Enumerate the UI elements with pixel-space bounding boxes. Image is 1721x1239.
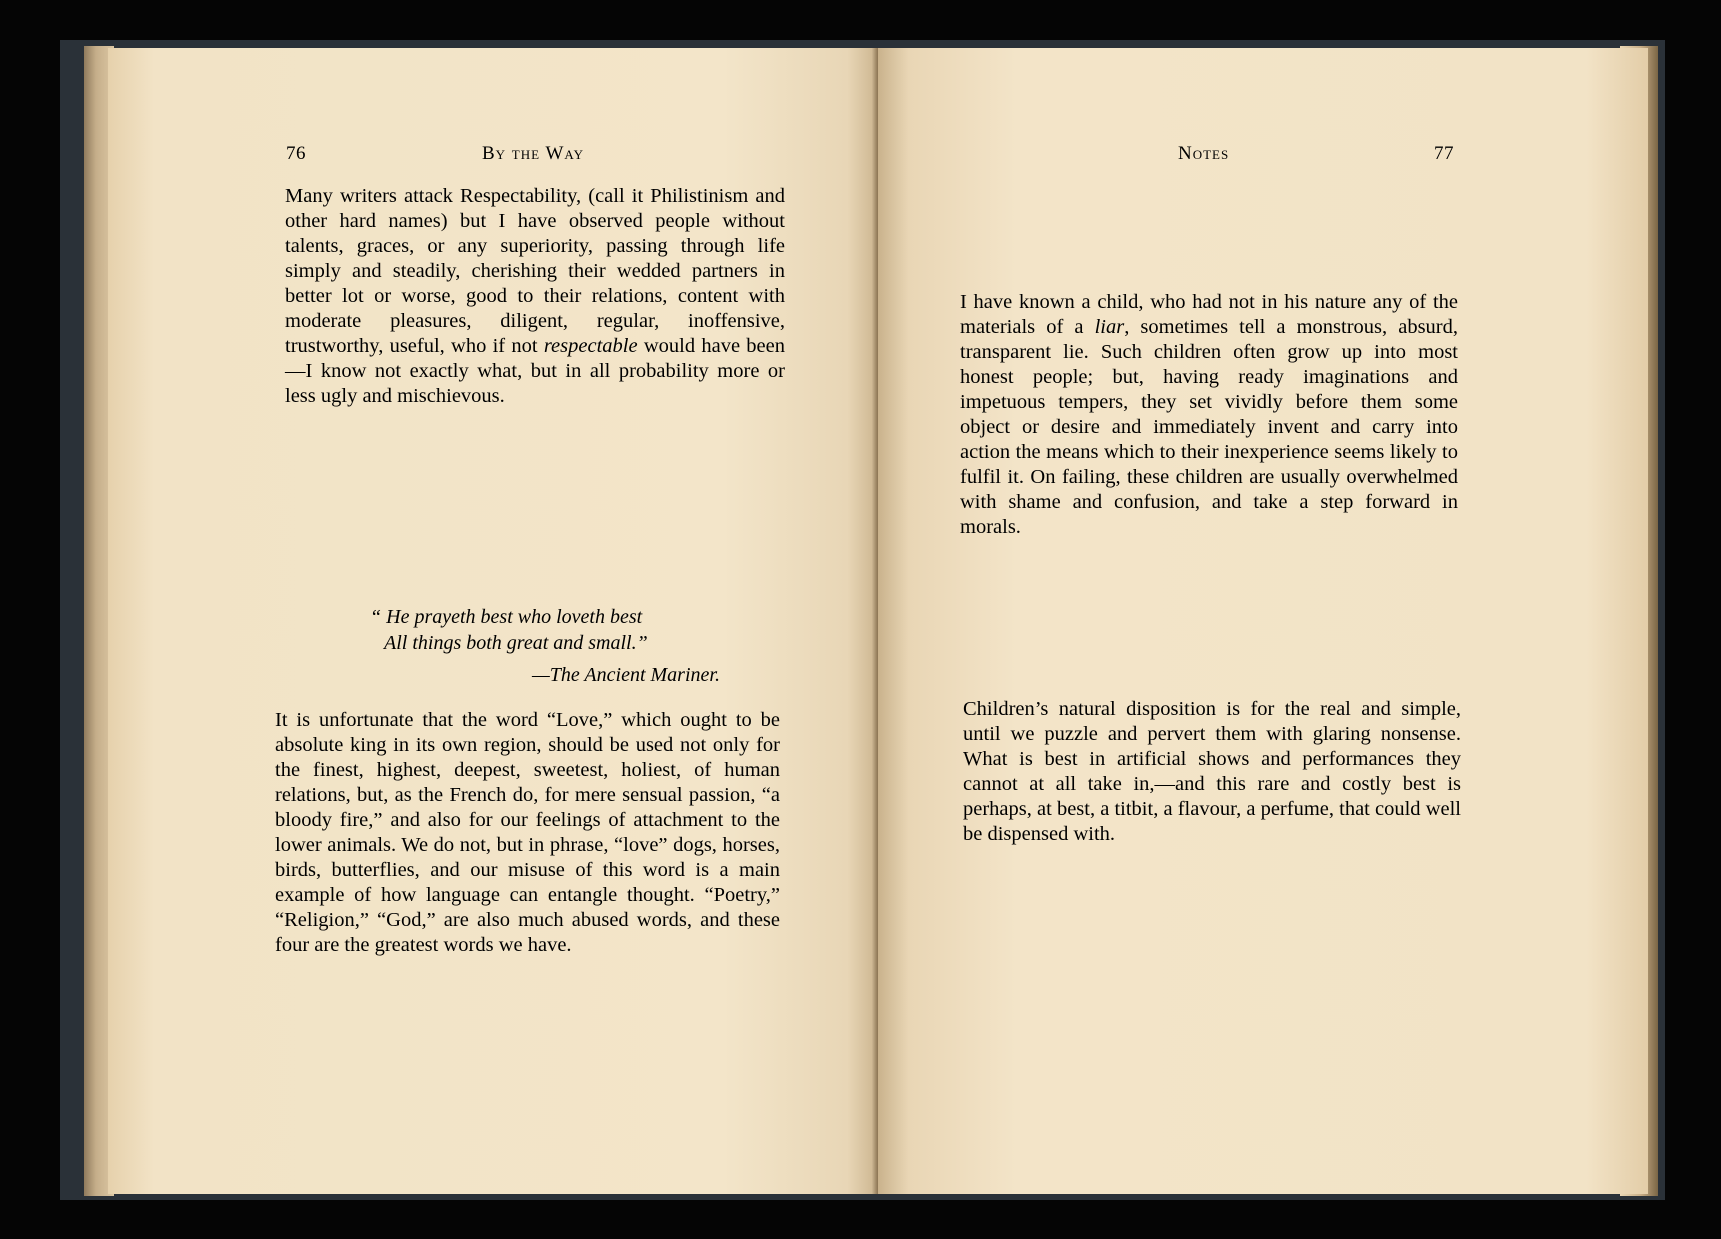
quote-line-1: “ He prayeth best who loveth best [370,606,643,628]
right-page [878,48,1648,1194]
left-paragraph-respectability [285,184,785,409]
left-running-head: By the Way [482,143,585,164]
italic-word: respectable [543,335,638,357]
paragraph-text: , sometimes tell a monstrous, absurd, transparent lie. Such children often grow up into most honest people; but, having ready imaginations and impetuous tempers, they set vividly before them some object or desire and immediately invent and carry into action the means which to their inexperience seems likely to fulfil it. On failing, these children are usually overwhelmed with shame and confusion, and take a step forward in morals. [960,316,1459,538]
quote-line-2: All things both great and small.” [384,632,648,654]
left-paragraph-love: It is unfortunate that the word “Love,” which ought to be absolute king in its own region, should be used not only for the finest, highest, deepest, sweetest, holiest, of human relations, but, as the French do, for mere sensual passion, “a bloody fire,” and also for our feelings of attachment to the lower animals. We do not, but in phrase, “love” dogs, horses, birds, butterflies, and our misuse of this word is a main example of how language can entangle thought. “Poetry,” “Religion,” “God,” are also much abused words, and these four are the greatest words we have. [275,709,780,956]
quote-attribution: —The Ancient Mariner. [532,664,720,686]
right-paragraph-children: Children’s natural disposition is for the real and simple, until we puzzle and pervert them with glaring nonsense. What is best in artificial shows and performances they cannot at all take in,—and this rare and costly best is perhaps, at best, a titbit, a flavour, a perfume, that could well be dispensed with. [963,698,1461,845]
paragraph-text: would have been—I know not exactly what, but in all probability more or less ugly and mischievous. [285,335,785,407]
paragraph-text: I have known a child, who had not in his nature any of the materials of a [960,291,1458,338]
paragraph-text: Many writers attack Respectability, (call it Philistinism and other hard names) but I have observed people without talents, graces, or any superiority, passing through life simply and steadily, cherishing their wedded partners in better lot or worse, good to their relations, content with moderate pleasures, diligent, regular, inoffensive, trustworthy, useful, who if not [285,185,785,357]
italic-word: liar [1094,316,1125,338]
right-running-head: Notes [1178,143,1230,164]
right-page-number: 77 [1434,143,1454,164]
right-paragraph-liar [960,290,1458,540]
left-page-number: 76 [286,143,306,164]
